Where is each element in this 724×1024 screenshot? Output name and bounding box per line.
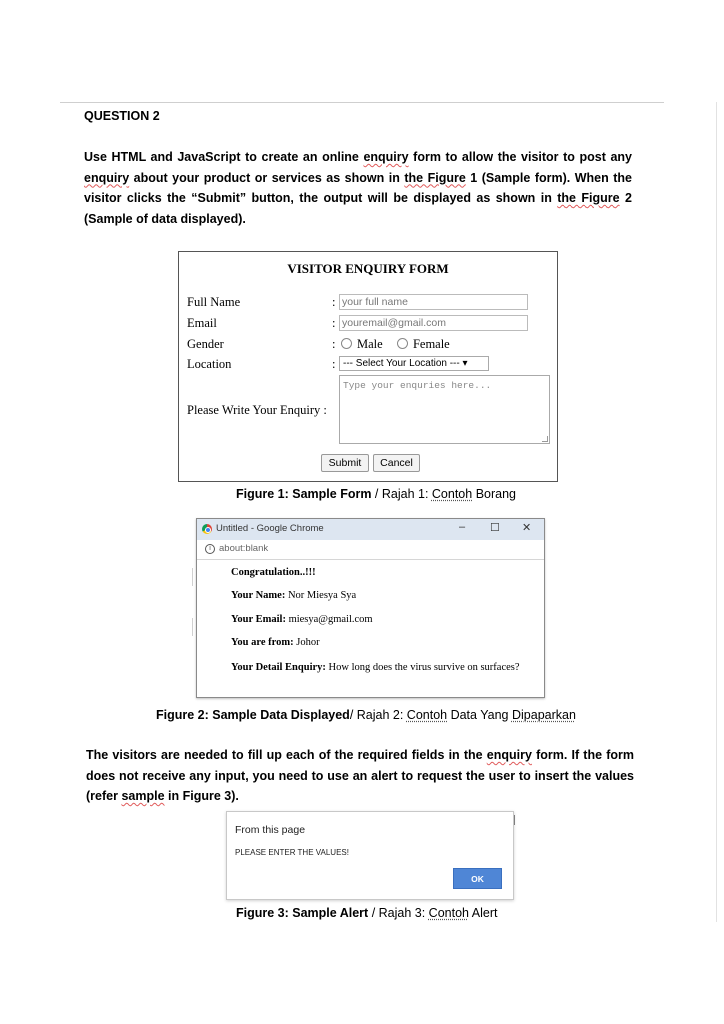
edge-tick — [514, 815, 515, 825]
chrome-icon — [202, 524, 212, 534]
output-name-row: Your Name: Nor Miesya Sya — [231, 590, 357, 601]
address-text: about:blank — [219, 543, 269, 554]
location-label: Location — [187, 357, 232, 371]
maximize-icon[interactable]: ☐ — [490, 522, 500, 534]
question-title: QUESTION 2 — [84, 109, 160, 123]
output-enquiry-row: Your Detail Enquiry: How long does the virus survive on surfaces? — [231, 662, 520, 673]
page-right-edge — [716, 102, 717, 922]
side-line — [192, 568, 193, 586]
question-intro: Use HTML and JavaScript to create an online enquiry form to allow the visitor to post any enquiry about your product or services as shown in the Figure 1 (Sample form). When the visitor clicks the “Submit” button, the output will be displayed as shown in the Figure 2 (Sample of data displayed). — [84, 150, 632, 226]
figure1-caption: Figure 1: Sample Form / Rajah 1: Contoh Borang — [236, 487, 516, 501]
male-label: Male — [357, 337, 383, 351]
enquiry-textarea[interactable] — [339, 375, 550, 444]
enquiry-placeholder: Type your enquries here... — [343, 380, 492, 391]
address-bar[interactable] — [197, 540, 544, 560]
full-name-label: Full Name — [187, 295, 241, 309]
cancel-button[interactable]: Cancel — [373, 454, 420, 472]
info-icon: i — [205, 544, 215, 554]
email-input[interactable]: youremail@gmail.com — [339, 315, 528, 331]
ok-button[interactable]: OK — [453, 868, 502, 889]
close-icon[interactable]: ✕ — [522, 522, 532, 534]
male-radio[interactable] — [341, 338, 352, 349]
colon: : — [332, 337, 336, 351]
window-titlebar — [197, 519, 544, 540]
email-label: Email — [187, 316, 217, 330]
figure3-alert-dialog — [226, 811, 514, 900]
figure2-caption: Figure 2: Sample Data Displayed/ Rajah 2: Contoh Data Yang Dipaparkan — [156, 708, 576, 722]
alert-message: PLEASE ENTER THE VALUES! — [235, 848, 349, 857]
enquiry-label: Please Write Your Enquiry : — [187, 403, 327, 417]
requirement-paragraph: The visitors are needed to fill up each of the required fields in the enquiry form. If the form does not receive any input, you need to use an alert to request the user to insert the values (refer sample in Figure 3). — [86, 748, 635, 803]
colon: : — [332, 357, 336, 371]
figure2-browser-window — [196, 518, 545, 698]
output-email-row: Your Email: miesya@gmail.com — [231, 614, 373, 625]
figure1-sample-form — [178, 251, 558, 482]
location-select[interactable]: --- Select Your Location --- ▾ — [339, 356, 489, 371]
gender-label: Gender — [187, 337, 224, 351]
colon: : — [332, 295, 336, 309]
form-title: VISITOR ENQUIRY FORM — [287, 261, 449, 276]
female-label: Female — [412, 337, 450, 351]
page-top-divider — [60, 102, 664, 103]
resize-handle[interactable] — [542, 436, 548, 442]
minimize-icon[interactable]: – — [459, 521, 466, 533]
full-name-input[interactable]: your full name — [339, 294, 528, 310]
gender-radio-group — [341, 337, 450, 352]
side-line — [192, 618, 193, 636]
window-title: Untitled - Google Chrome — [216, 523, 324, 534]
female-radio[interactable] — [397, 338, 408, 349]
output-location-row: You are from: Johor — [231, 637, 320, 648]
output-heading: Congratulation..!!! — [231, 567, 316, 578]
figure3-caption: Figure 3: Sample Alert / Rajah 3: Contoh Alert — [236, 906, 498, 920]
alert-title: From this page — [235, 824, 306, 836]
submit-button[interactable]: Submit — [321, 454, 369, 472]
colon: : — [332, 316, 336, 330]
